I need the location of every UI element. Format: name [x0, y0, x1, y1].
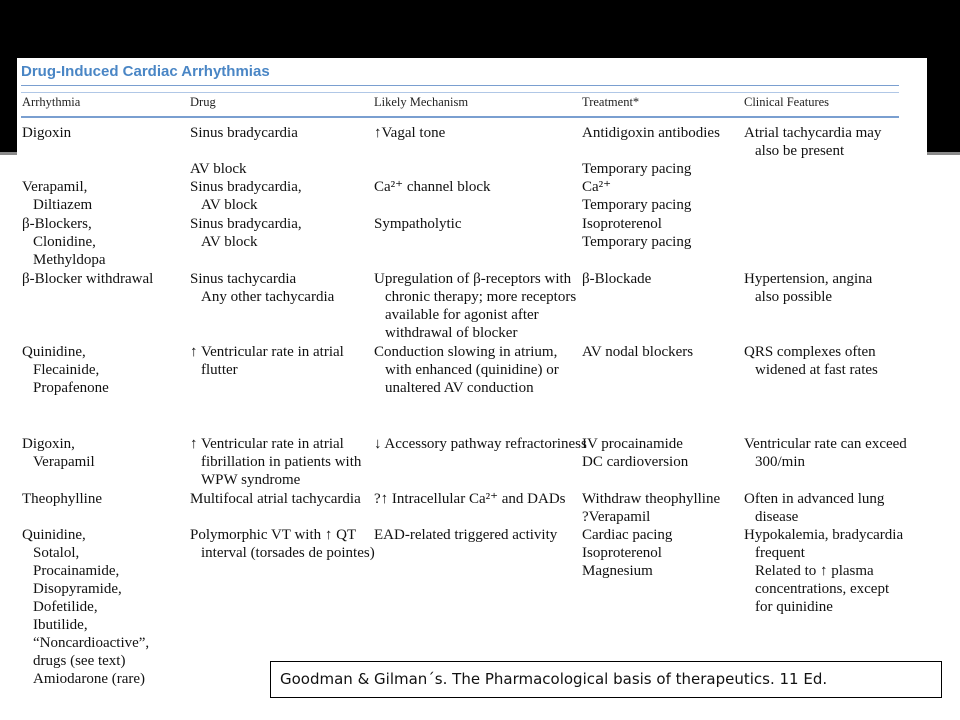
cell-line: widened at fast rates: [755, 362, 878, 378]
cell-drug: [190, 490, 361, 508]
cell-line: Hypertension, angina: [744, 271, 873, 287]
cell-line: Quinidine,: [22, 527, 86, 543]
cell-line: also possible: [755, 289, 833, 305]
cell-line: disease: [755, 509, 799, 525]
cell-line: flutter: [201, 362, 238, 378]
cell-arrhythmia: [22, 526, 149, 688]
cell-line: Ventricular rate can exceed: [744, 436, 907, 452]
cell-treatment: [582, 215, 691, 251]
table-title: Drug-Induced Cardiac Arrhythmias: [21, 63, 270, 80]
cell-arrhythmia: [22, 343, 109, 397]
cell-line: Temporary pacing: [582, 234, 692, 250]
cell-line: ?↑ Intracellular Ca²⁺ and DADs: [374, 491, 566, 507]
cell-mechanism: [374, 526, 557, 544]
cell-features: [744, 343, 878, 379]
cell-features: [744, 526, 903, 616]
cell-line: Diltiazem: [33, 197, 93, 213]
cell-line: Sinus bradycardia,: [190, 179, 302, 195]
cell-drug: [190, 343, 344, 379]
cell-drug: [190, 178, 302, 214]
cell-line: ↑ Ventricular rate in atrial: [190, 344, 344, 360]
cell-line: chronic therapy; more receptors: [385, 289, 577, 305]
cell-line: AV nodal blockers: [582, 344, 694, 360]
cell-line: interval (torsades de pointes): [201, 545, 375, 561]
cell-line: concentrations, except: [755, 581, 890, 597]
cell-line: QRS complexes often: [744, 344, 876, 360]
cell-line: Polymorphic VT with ↑ QT: [190, 527, 357, 543]
cell-features: [744, 124, 881, 160]
cell-drug: [190, 124, 298, 178]
cell-arrhythmia: [22, 124, 71, 142]
cell-line: Magnesium: [582, 563, 653, 579]
cell-arrhythmia: [22, 270, 153, 288]
cell-line: Procainamide,: [33, 563, 120, 579]
cell-arrhythmia: [22, 215, 106, 269]
cell-line: EAD-related triggered activity: [374, 527, 558, 543]
header-drug: Drug: [190, 95, 216, 109]
cell-line: IV procainamide: [582, 436, 683, 452]
cell-treatment: [582, 270, 651, 288]
cell-line: ?Verapamil: [582, 509, 651, 525]
cell-line: Conduction slowing in atrium,: [374, 344, 558, 360]
cell-treatment: [582, 343, 693, 361]
cell-line: Amiodarone (rare): [33, 671, 146, 687]
cell-line: Atrial tachycardia may: [744, 125, 882, 141]
cell-line: frequent: [755, 545, 805, 561]
cell-line: AV block: [190, 161, 247, 177]
cell-mechanism: [374, 124, 445, 142]
citation-box: Goodman & Gilman´s. The Pharmacological basis of therapeutics. 11 Ed.: [270, 661, 942, 698]
cell-line: Flecainide,: [33, 362, 100, 378]
cell-treatment: [582, 526, 672, 580]
cell-line: Related to ↑ plasma: [755, 563, 874, 579]
cell-line: ↑Vagal tone: [374, 125, 446, 141]
cell-line: drugs (see text): [33, 653, 126, 669]
cell-line: [582, 142, 720, 160]
cell-line: Multifocal atrial tachycardia: [190, 491, 361, 507]
cell-line: Cardiac pacing: [582, 527, 673, 543]
cell-line: Theophylline: [22, 491, 102, 507]
cell-line: Sotalol,: [33, 545, 80, 561]
cell-features: [744, 435, 907, 471]
cell-drug: [190, 270, 334, 306]
cell-arrhythmia: [22, 490, 102, 508]
cell-line: Isoproterenol: [582, 216, 662, 232]
cell-line: Often in advanced lung: [744, 491, 885, 507]
cell-line: Temporary pacing: [582, 161, 692, 177]
cell-drug: [190, 215, 302, 251]
cell-line: Withdraw theophylline: [582, 491, 721, 507]
cell-line: AV block: [201, 234, 258, 250]
cell-line: Ca²⁺ channel block: [374, 179, 491, 195]
cell-line: Temporary pacing: [582, 197, 692, 213]
cell-line: β-Blockers,: [22, 216, 92, 232]
cell-mechanism: [374, 343, 559, 397]
cell-mechanism: [374, 215, 462, 233]
cell-line: [190, 142, 298, 160]
cell-line: for quinidine: [755, 599, 833, 615]
cell-line: ↑ Ventricular rate in atrial: [190, 436, 344, 452]
header-rule: [21, 116, 899, 118]
cell-line: 300/min: [755, 454, 806, 470]
cell-line: Sinus bradycardia: [190, 125, 298, 141]
cell-arrhythmia: [22, 435, 95, 471]
cell-line: β-Blocker withdrawal: [22, 271, 154, 287]
header-features: Clinical Features: [744, 95, 830, 109]
cell-treatment: [582, 490, 720, 526]
cell-line: Verapamil,: [22, 179, 88, 195]
cell-treatment: [582, 178, 691, 214]
cell-mechanism: [374, 270, 576, 342]
cell-treatment: [582, 124, 720, 178]
cell-line: available for agonist after: [385, 307, 539, 323]
cell-line: Clonidine,: [33, 234, 96, 250]
cell-line: Propafenone: [33, 380, 109, 396]
cell-line: Dofetilide,: [33, 599, 98, 615]
cell-line: Upregulation of β-receptors with: [374, 271, 572, 287]
cell-line: “Noncardioactive”,: [33, 635, 150, 651]
cell-line: Sympatholytic: [374, 216, 462, 232]
header-treatment: Treatment*: [582, 95, 640, 109]
cell-line: WPW syndrome: [201, 472, 301, 488]
cell-line: Digoxin,: [22, 436, 75, 452]
cell-arrhythmia: [22, 178, 92, 214]
cell-line: β-Blockade: [582, 271, 652, 287]
cell-line: withdrawal of blocker: [385, 325, 518, 341]
title-rule: [21, 85, 899, 86]
header-mechanism: Likely Mechanism: [374, 95, 469, 109]
cell-drug: [190, 435, 361, 489]
cell-features: [744, 490, 884, 526]
cell-line: Sinus tachycardia: [190, 271, 297, 287]
cell-line: Sinus bradycardia,: [190, 216, 302, 232]
header-arrhythmia: Arrhythmia: [22, 95, 81, 109]
cell-mechanism: [374, 178, 491, 196]
cell-line: fibrillation in patients with: [201, 454, 362, 470]
cell-line: DC cardioversion: [582, 454, 689, 470]
header-top-rule: [21, 92, 899, 93]
cell-drug: [190, 526, 375, 562]
cell-line: AV block: [201, 197, 258, 213]
cell-line: Hypokalemia, bradycardia: [744, 527, 904, 543]
cell-line: unaltered AV conduction: [385, 380, 534, 396]
cell-line: Digoxin: [22, 125, 72, 141]
cell-line: Antidigoxin antibodies: [582, 125, 720, 141]
cell-line: with enhanced (quinidine) or: [385, 362, 559, 378]
cell-line: also be present: [755, 143, 845, 159]
cell-line: Verapamil: [33, 454, 95, 470]
cell-line: Any other tachycardia: [201, 289, 335, 305]
cell-line: Ca²⁺: [582, 179, 612, 195]
cell-line: Disopyramide,: [33, 581, 122, 597]
cell-line: ↓ Accessory pathway refractoriness: [374, 436, 587, 452]
cell-line: Quinidine,: [22, 344, 86, 360]
arrhythmia-table: [17, 58, 927, 716]
cell-mechanism: [374, 490, 566, 508]
cell-line: Methyldopa: [33, 252, 106, 268]
cell-features: [744, 270, 872, 306]
cell-treatment: [582, 435, 688, 471]
cell-line: Isoproterenol: [582, 545, 662, 561]
cell-line: Ibutilide,: [33, 617, 88, 633]
cell-mechanism: [374, 435, 587, 453]
